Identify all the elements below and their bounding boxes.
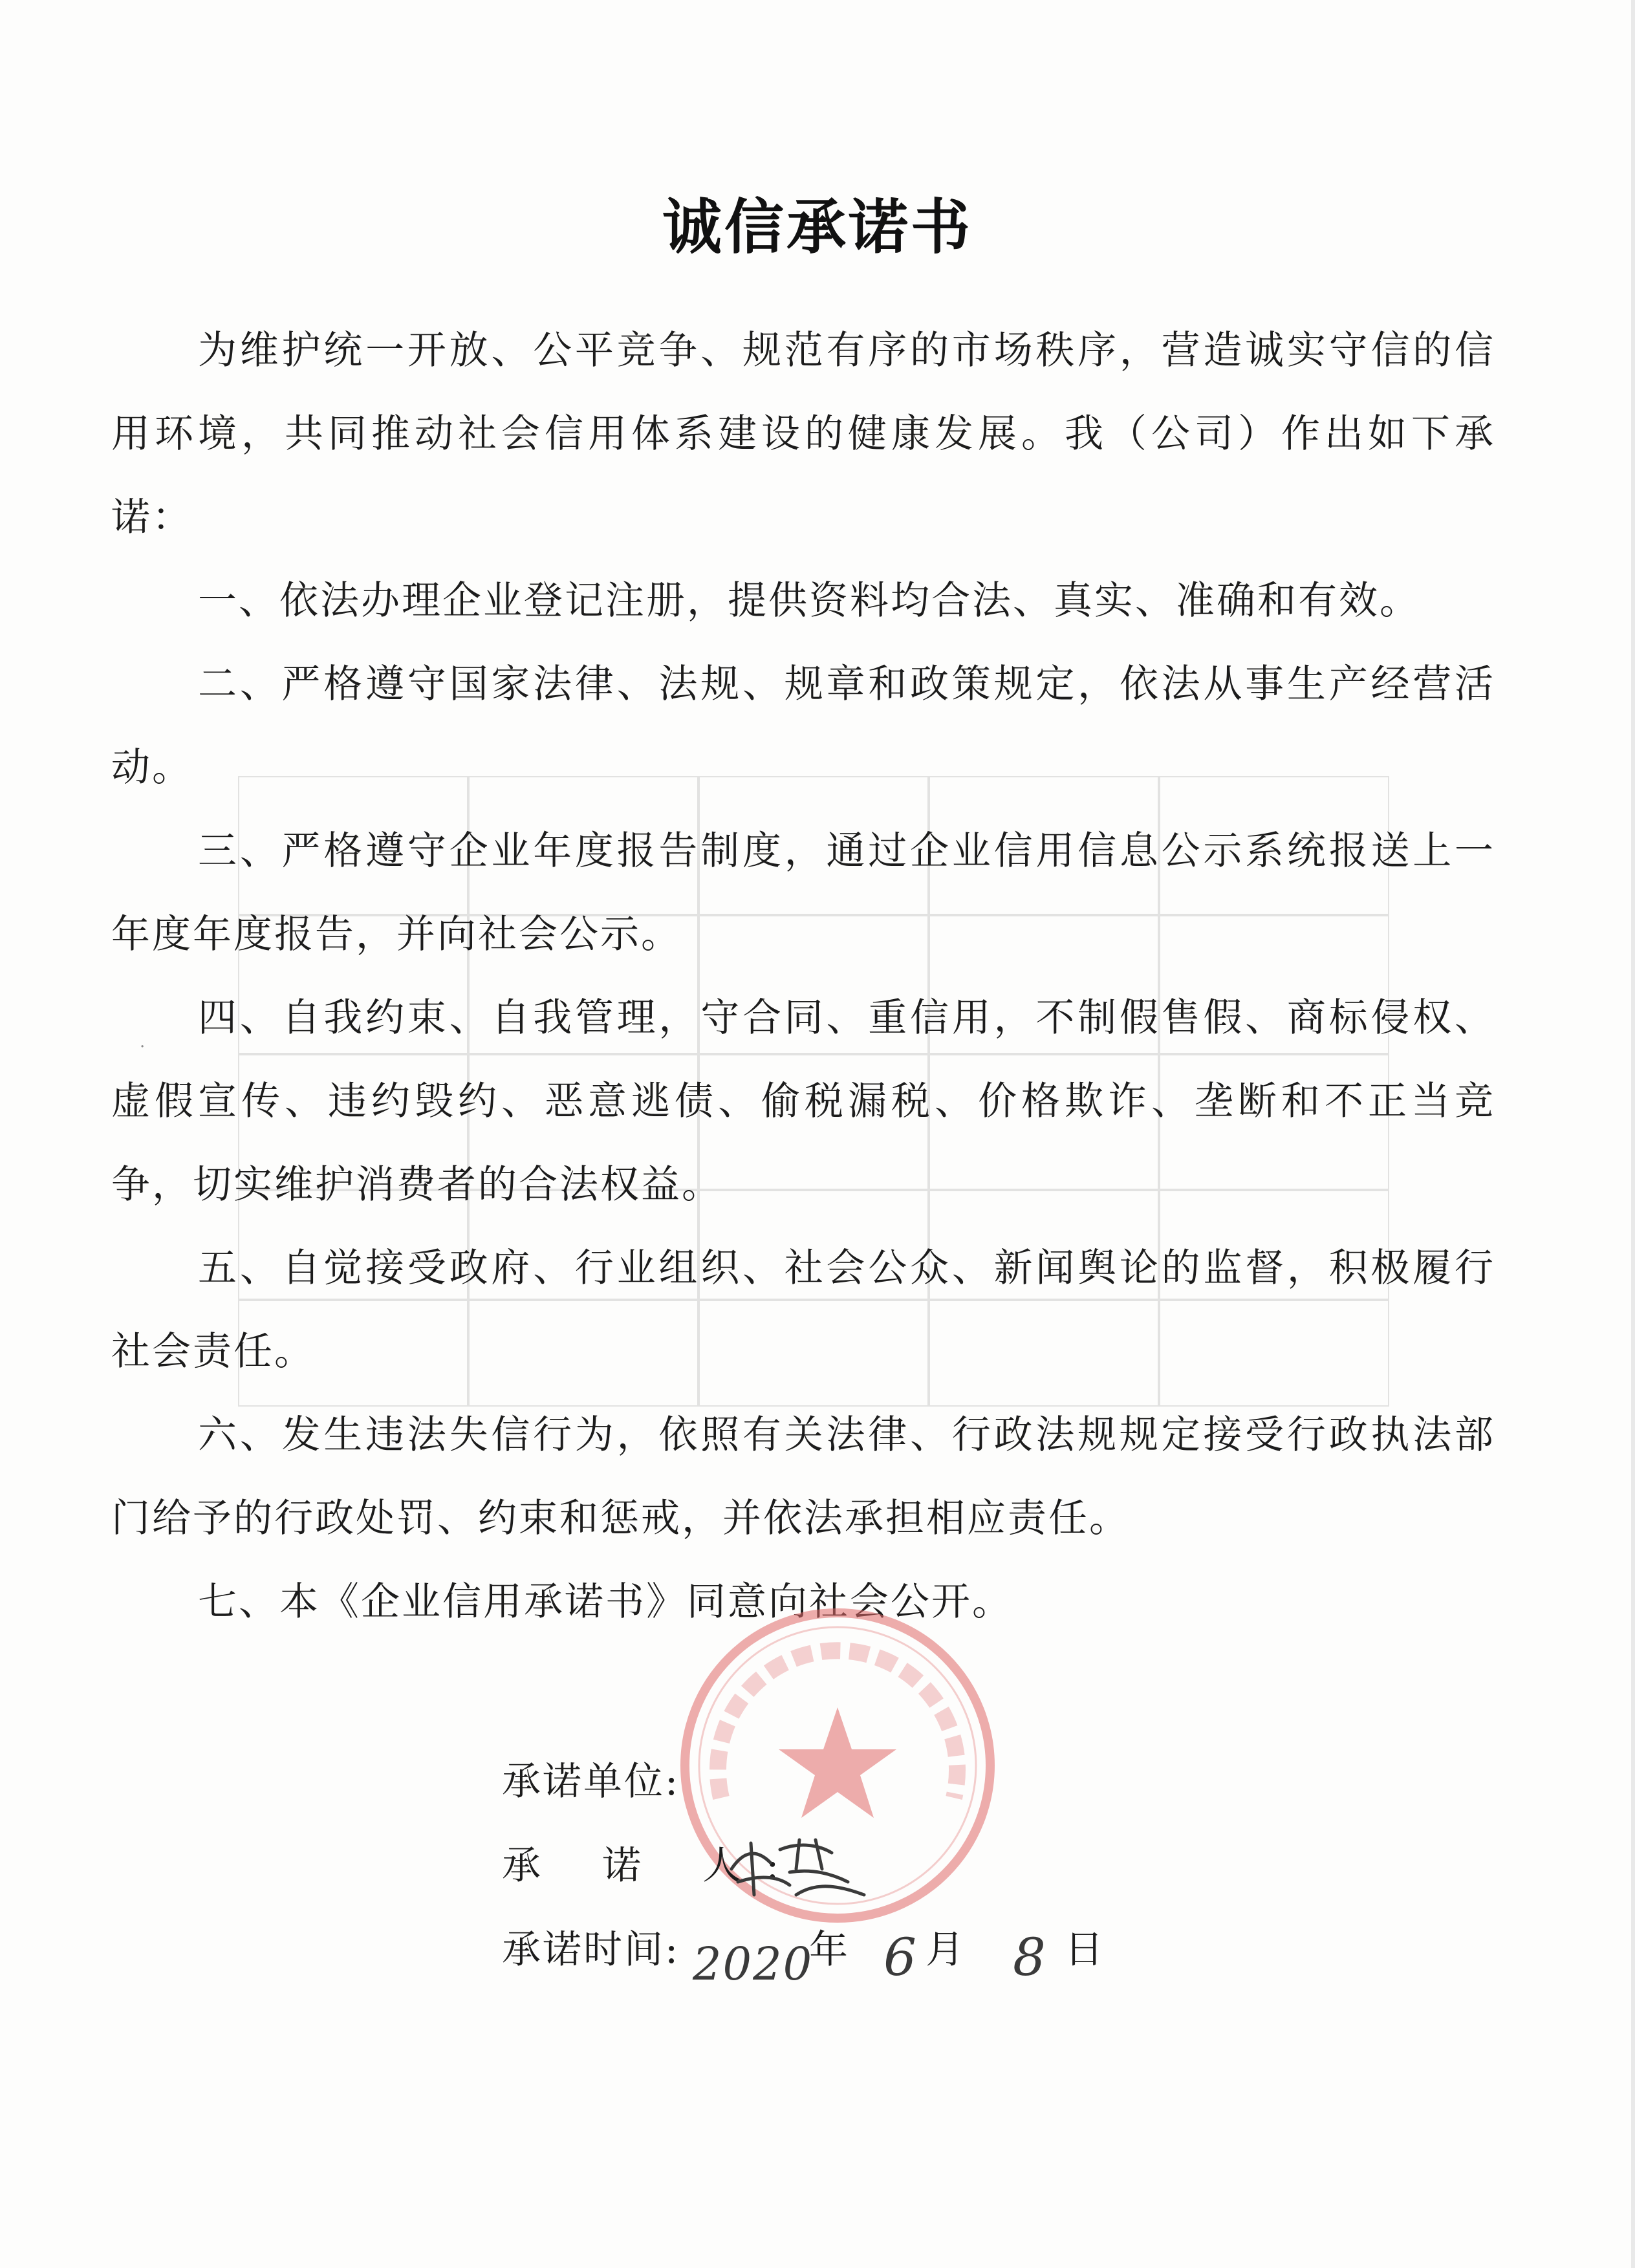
- date-year-handwritten: 2020: [693, 1938, 814, 1991]
- date-label: 承诺时间:: [502, 1927, 680, 1972]
- commitment-1: 一、依法办理企业登记注册，提供资料均合法、真实、准确和有效。: [198, 578, 1420, 623]
- commitment-4: 四、自我约束、自我管理，守合同、重信用，不制假售假、商标侵权、虚假宣传、违约毁约、恶意逃债、偷税漏税、价格欺诈、垄断和不正当竞争，切实维护消费者的合法权益。: [111, 995, 1495, 1207]
- commitment-3: 三、严格遵守企业年度报告制度，通过企业信用信息公示系统报送上一年度年度报告，并向社会公示。: [111, 828, 1495, 957]
- handwritten-signature: [719, 1824, 874, 1908]
- scan-edge: [1631, 0, 1635, 2268]
- date-day-handwritten: 8: [1013, 1927, 1048, 1987]
- intro-paragraph: 为维护统一开放、公平竞争、规范有序的市场秩序，营造诚实守信的信用环境，共同推动社会信用体系建设的健康发展。我（公司）作出如下承诺：: [111, 328, 1495, 540]
- document-body: [111, 309, 1495, 1644]
- date-year-suffix: 年: [809, 1927, 850, 1972]
- signature-block: [502, 1740, 1105, 1992]
- document-title: 诚信承诺书: [662, 193, 973, 262]
- commitment-5: 五、自觉接受政府、行业组织、社会公众、新闻舆论的监督，积极履行社会责任。: [111, 1246, 1495, 1374]
- unit-row: [502, 1740, 803, 1824]
- commitment-7: 七、本《企业信用承诺书》同意向社会公开。: [198, 1579, 1013, 1625]
- person-row: [502, 1824, 803, 1908]
- date-row: [502, 1908, 1105, 1992]
- date-month-handwritten: 6: [883, 1927, 918, 1987]
- date-day-suffix: 日: [1065, 1927, 1105, 1972]
- commitment-2: 二、严格遵守国家法律、法规、规章和政策规定，依法从事生产经营活动。: [111, 662, 1495, 790]
- unit-label: 承诺单位:: [502, 1759, 680, 1804]
- commitment-6: 六、发生违法失信行为，依照有关法律、行政法规规定接受行政执法部门给予的行政处罚、约束和惩戒，并依法承担相应责任。: [111, 1412, 1495, 1541]
- person-label: 承 诺 人:: [502, 1843, 804, 1888]
- scan-speck: ·: [140, 1037, 146, 1057]
- date-month-suffix: 月: [926, 1927, 966, 1972]
